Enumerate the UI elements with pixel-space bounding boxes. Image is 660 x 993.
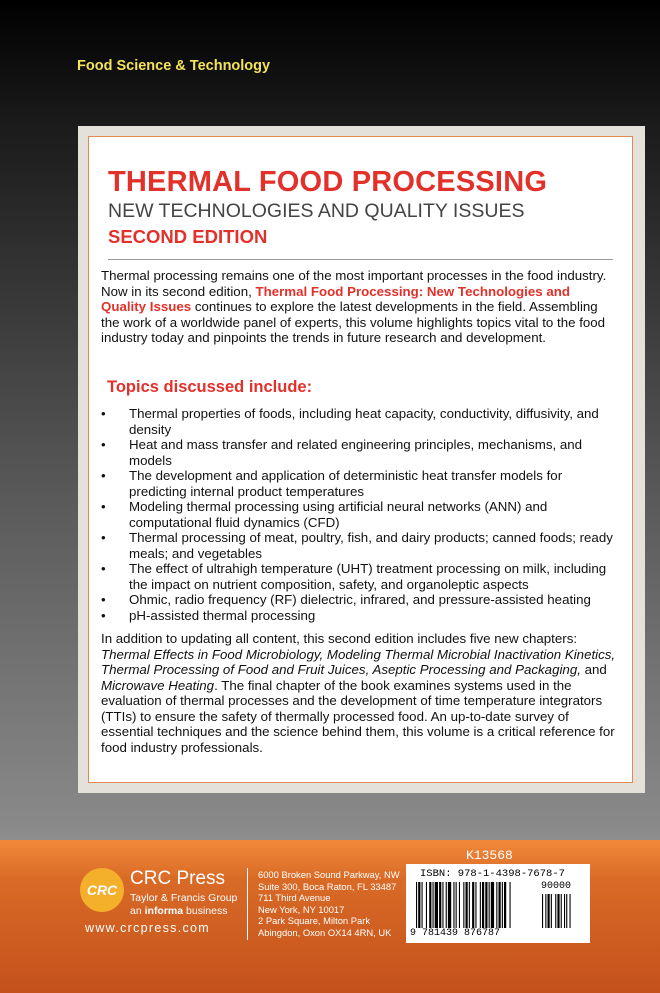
barcode-stripe bbox=[482, 882, 484, 928]
book-subtitle: NEW TECHNOLOGIES AND QUALITY ISSUES bbox=[108, 200, 525, 222]
list-item: • Modeling thermal processing using artificial neural networks (ANN) and computational fluid dynamics (CFD) bbox=[101, 499, 548, 530]
barcode-stripe bbox=[499, 882, 501, 928]
barcode-stripe bbox=[496, 882, 497, 928]
topics-list bbox=[101, 406, 616, 623]
bullet-glyph: • bbox=[101, 561, 106, 576]
barcode-stripe bbox=[466, 882, 468, 928]
barcode-stripe bbox=[475, 882, 476, 928]
barcode-stripe bbox=[491, 882, 494, 928]
intro-text-1: Thermal processing remains one of the most important processes in the food industry. Now in its second edition, bbox=[101, 268, 607, 299]
barcode-addon-stripe bbox=[557, 894, 559, 928]
product-code: K13568 bbox=[466, 848, 513, 863]
barcode-stripe bbox=[429, 882, 431, 928]
book-title: THERMAL FOOD PROCESSING bbox=[108, 166, 548, 198]
barcode-stripe bbox=[485, 882, 487, 928]
list-item: • The effect of ultrahigh temperature (UHT) treatment processing on milk, including the impact on nutrient composition, safety, and organoleptic aspects bbox=[101, 561, 607, 592]
description-panel bbox=[78, 126, 645, 793]
address-line: 6000 Broken Sound Parkway, NW bbox=[258, 869, 400, 880]
barcode-stripe bbox=[456, 882, 457, 928]
barcode-stripe bbox=[480, 882, 481, 928]
list-item: • Thermal properties of foods, including heat capacity, conductivity, diffusivity, and density bbox=[101, 406, 599, 437]
list-item: • Ohmic, radio frequency (RF) dielectric, infrared, and pressure-assisted heating bbox=[101, 592, 591, 607]
publisher-business: an informa business bbox=[130, 905, 228, 917]
barcode-stripe bbox=[489, 882, 490, 928]
barcode-stripe bbox=[510, 882, 511, 928]
intro-text-2: continues to explore the latest developments in the field. Assembling the work of a worldwide panel of experts, this volume highlights topics vital to the food industry today and pinpoints the trends in future research and development. bbox=[101, 299, 606, 345]
barcode-digits: 9 781439 876787 bbox=[410, 928, 501, 939]
barcode-addon-stripe bbox=[545, 894, 546, 928]
publisher-group: Taylor & Francis Group bbox=[130, 892, 238, 904]
intro-book-title: Thermal Food Processing: New Technologies and Quality Issues bbox=[101, 283, 570, 314]
isbn-label: ISBN: 978-1-4398-7678-7 bbox=[420, 868, 565, 880]
barcode-stripe bbox=[453, 882, 454, 928]
publisher-addresses bbox=[258, 869, 408, 938]
barcode-stripe bbox=[422, 882, 423, 928]
barcode-addon-stripe bbox=[561, 894, 562, 928]
barcode-addon-stripe bbox=[564, 894, 565, 928]
list-item: • Heat and mass transfer and related engineering principles, mechanisms, and models bbox=[101, 437, 583, 468]
barcode-stripe bbox=[433, 882, 434, 928]
divider-vertical bbox=[247, 868, 248, 940]
bullet-glyph: • bbox=[101, 468, 106, 483]
bullet-glyph: • bbox=[101, 406, 106, 421]
barcode-stripe bbox=[446, 882, 447, 928]
barcode-addon-stripe bbox=[566, 894, 567, 928]
intro-paragraph bbox=[101, 268, 616, 346]
edition-label: SECOND EDITION bbox=[108, 226, 268, 247]
isbn-barcode bbox=[406, 864, 590, 943]
outro-paragraph: In addition to updating all content, this second edition includes five new chapters: Thermal Effects in Food Microbiology, Modeling Thermal Microbial Inactivation Kinetics, Thermal Processing of Food and Fruit Juices, Aseptic Processing and Packaging, and Microwave Heating. The final chapter of the book examines systems used in the evaluation of thermal processes and the development of time temperature integrators (TTIs) to ensure the safety of thermally processed food. An up-to-date survey of essential techniques and the science behind them, this volume is a critical reference for food industry professionals. bbox=[101, 631, 616, 755]
barcode-stripe bbox=[459, 882, 460, 928]
bullet-glyph: • bbox=[101, 437, 106, 452]
barcode-stripe bbox=[439, 882, 441, 928]
barcode-stripe bbox=[448, 882, 451, 928]
barcode-stripe bbox=[472, 882, 474, 928]
new-chapter-last: Microwave Heating bbox=[101, 677, 215, 693]
list-item: • pH-assisted thermal processing bbox=[101, 607, 316, 623]
series-label: Food Science & Technology bbox=[77, 58, 271, 74]
barcode-stripe bbox=[426, 882, 427, 928]
addon-digits: 90000 bbox=[541, 881, 572, 892]
list-item: • The development and application of deterministic heat transfer models for predicting internal product temperatures bbox=[101, 468, 563, 499]
divider bbox=[108, 259, 613, 260]
barcode-stripe bbox=[435, 882, 438, 928]
list-item: • Thermal processing of meat, poultry, fish, and dairy products; canned foods; ready meals; and vegetables bbox=[101, 530, 613, 561]
bullet-glyph: • bbox=[101, 607, 106, 623]
barcode-stripe bbox=[469, 882, 470, 928]
barcode-stripe bbox=[504, 882, 506, 928]
barcode-stripe bbox=[442, 882, 443, 928]
publisher-url[interactable]: www.crcpress.com bbox=[85, 921, 210, 935]
barcode-addon-stripe bbox=[570, 894, 571, 928]
barcode-addon-stripe bbox=[548, 894, 550, 928]
address-line: 711 Third Avenue bbox=[258, 892, 331, 903]
bullet-glyph: • bbox=[101, 499, 106, 514]
barcode-stripe bbox=[418, 882, 420, 928]
address-line: Abingdon, Oxon OX14 4RN, UK bbox=[258, 926, 392, 938]
barcode-addon-stripe bbox=[542, 894, 543, 928]
address-line: Suite 300, Boca Raton, FL 33487 bbox=[258, 880, 397, 892]
publisher-name: CRC Press bbox=[130, 868, 226, 889]
barcode-stripe bbox=[416, 882, 417, 928]
topics-heading: Topics discussed include: bbox=[107, 378, 313, 396]
barcode-stripe bbox=[502, 882, 503, 928]
bullet-glyph: • bbox=[101, 530, 106, 545]
new-chapters-list: Thermal Effects in Food Microbiology, Modeling Thermal Microbial Inactivation Kinetics, Thermal Processing of Food and Fruit Juices, Aseptic Processing and Packaging, bbox=[101, 646, 616, 677]
barcode-addon-stripe bbox=[551, 894, 552, 928]
address-line: New York, NY 10017 bbox=[258, 903, 345, 915]
barcode-addon-stripe bbox=[555, 894, 556, 928]
barcode-stripe bbox=[463, 882, 464, 928]
crc-logo-icon: CRC bbox=[80, 868, 124, 912]
bullet-glyph: • bbox=[101, 592, 106, 607]
address-line: 2 Park Square, Milton Park bbox=[258, 915, 371, 926]
